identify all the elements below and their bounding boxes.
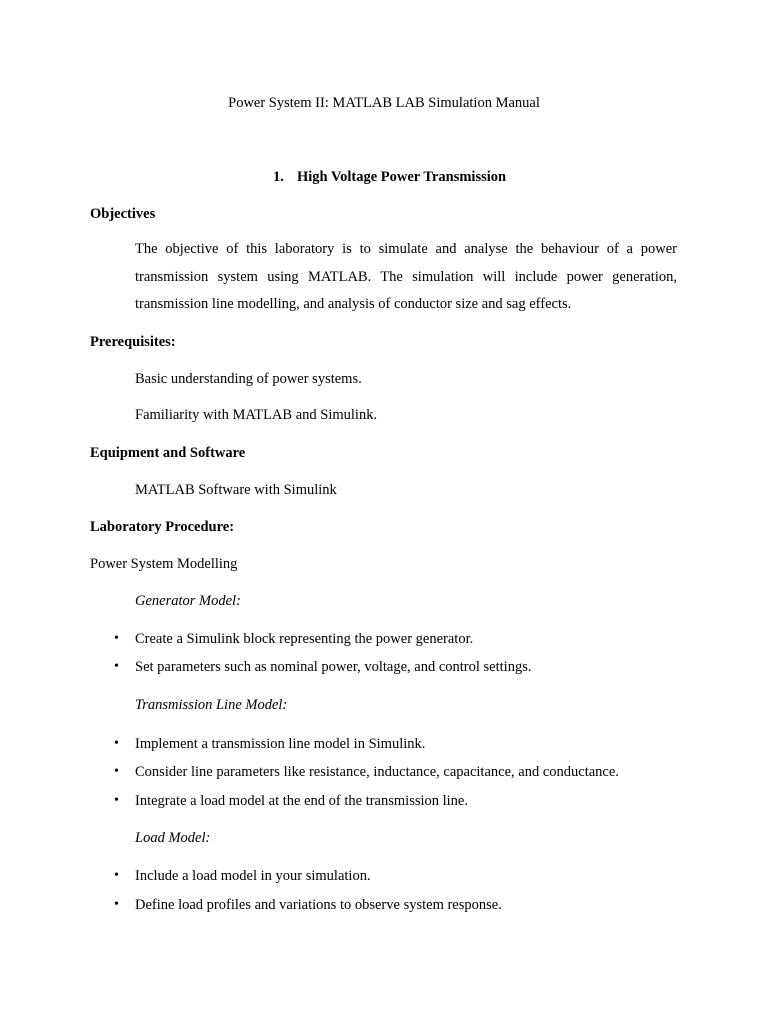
- load-model-title: Load Model:: [135, 830, 211, 846]
- bullet-icon: •: [114, 868, 119, 883]
- generator-model-title: Generator Model:: [135, 593, 241, 609]
- bullet-icon: •: [114, 793, 119, 808]
- equipment-heading: Equipment and Software: [90, 445, 246, 461]
- objectives-heading: Objectives: [90, 206, 156, 222]
- generator-bullet: Set parameters such as nominal power, voltage, and control settings.: [135, 659, 532, 675]
- transmission-bullet: Consider line parameters like resistance, inductance, capacitance, and conductance.: [135, 764, 619, 780]
- prerequisite-item: Familiarity with MATLAB and Simulink.: [135, 407, 378, 423]
- prerequisite-item: Basic understanding of power systems.: [135, 371, 362, 387]
- equipment-item: MATLAB Software with Simulink: [135, 482, 337, 498]
- procedure-subheading: Power System Modelling: [90, 556, 238, 572]
- generator-bullet: Create a Simulink block representing the power generator.: [135, 631, 474, 647]
- bullet-icon: •: [114, 897, 119, 912]
- load-bullet: Include a load model in your simulation.: [135, 868, 371, 884]
- transmission-line-model-title: Transmission Line Model:: [135, 697, 288, 713]
- transmission-bullet: Implement a transmission line model in Simulink.: [135, 736, 426, 752]
- section-number: 1.: [273, 169, 284, 185]
- transmission-bullet: Integrate a load model at the end of the transmission line.: [135, 793, 468, 809]
- bullet-icon: •: [114, 764, 119, 779]
- bullet-icon: •: [114, 736, 119, 751]
- prerequisites-heading: Prerequisites:: [90, 334, 176, 350]
- section-title: High Voltage Power Transmission: [297, 169, 507, 185]
- load-bullet: Define load profiles and variations to observe system response.: [135, 897, 502, 913]
- document-title: Power System II: MATLAB LAB Simulation Manual: [228, 95, 540, 111]
- bullet-icon: •: [114, 659, 119, 674]
- objectives-paragraph: The objective of this laboratory is to simulate and analyse the behaviour of a power transmission system using MATLAB. The simulation will include power generation, transmission line modelling, and analysis of conductor size and sag effects.: [135, 241, 677, 312]
- bullet-icon: •: [114, 631, 119, 646]
- procedure-heading: Laboratory Procedure:: [90, 519, 235, 535]
